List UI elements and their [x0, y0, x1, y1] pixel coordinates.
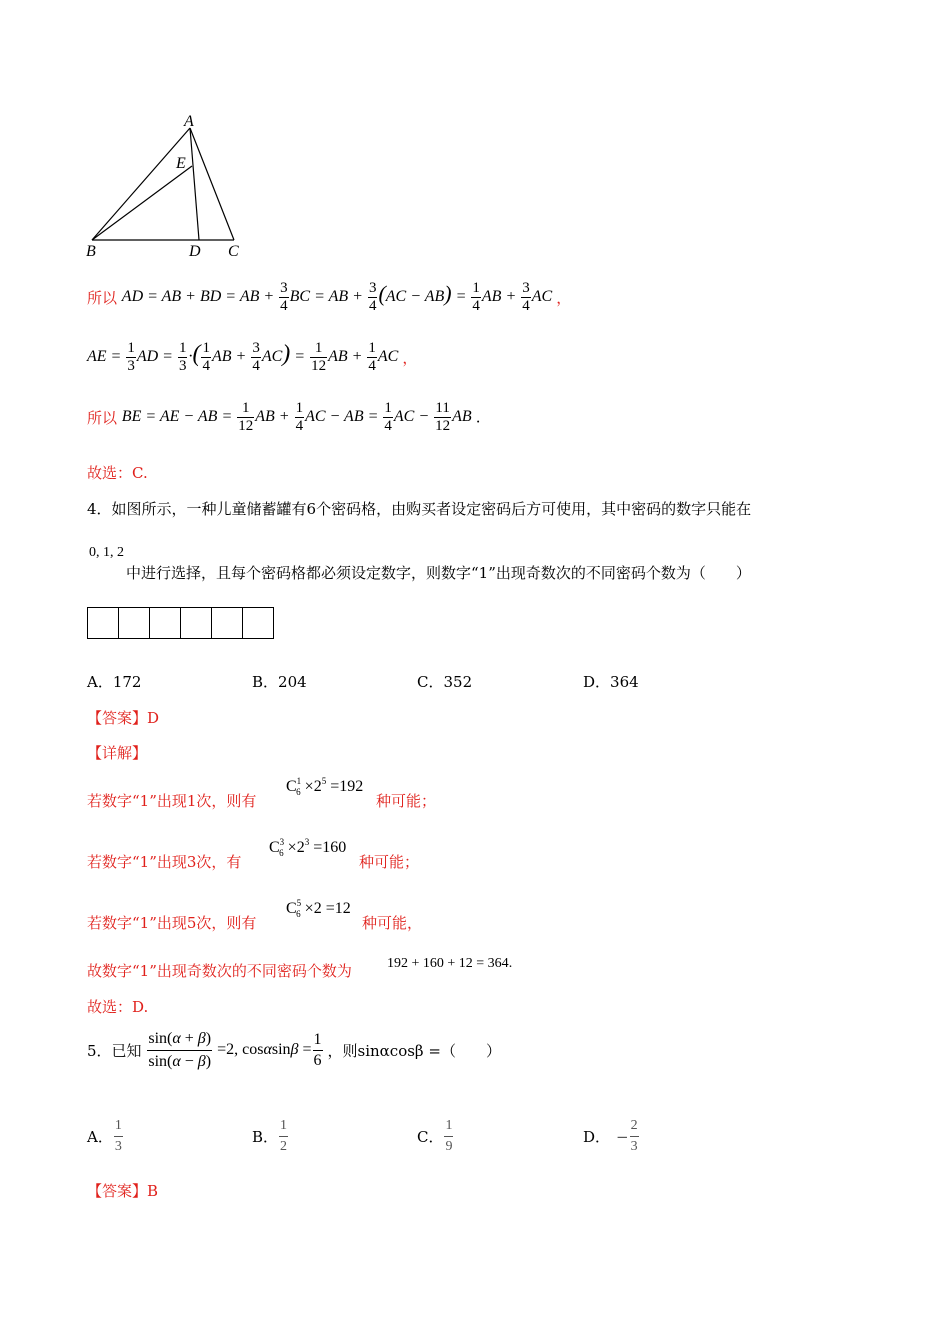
- vertex-label-c: C: [228, 243, 239, 260]
- solution3-conclusion: 故选：C.: [87, 464, 148, 482]
- question5-line: [87, 1028, 501, 1073]
- case2-formula: $C^3_6 \times 2^3 =160$: [269, 837, 347, 859]
- password-box: [180, 607, 212, 639]
- case2-suffix: 种可能；: [359, 853, 420, 871]
- question4-stem: 如图所示，一种儿童储蓄罐有6个密码格，由购买者设定密码后方可使用，其中密码的数字只能在: [111, 500, 752, 518]
- case3-text: 若数字“1”出现5次，则有: [87, 914, 257, 932]
- total-text: 故数字“1”出现奇数次的不同密码个数为: [87, 962, 352, 980]
- line3-prefix: 所以: [87, 409, 118, 427]
- line2-formula: AE = $\frac{1}{3}$ AD = $\frac{1}{3}$ ·( $\frac{1}{4}$ AB + $\frac{3}{4}$ AC) = $\frac{1}{12}$ AB + $\frac{1}{4}$ AC: [87, 340, 403, 374]
- password-box: [242, 607, 274, 639]
- question5-answer: 【答案】B: [87, 1182, 159, 1200]
- case3-suffix: 种可能，: [362, 914, 423, 932]
- case2-text: 若数字“1”出现3次，有: [87, 853, 242, 871]
- vertex-label-e: E: [176, 155, 186, 172]
- password-box: [118, 607, 150, 639]
- password-box: [149, 607, 181, 639]
- question4-option-c[interactable]: C．352: [417, 673, 473, 691]
- question5-option-c[interactable]: C． $\frac{1}{9}$: [417, 1118, 453, 1154]
- case3-formula: $C^5_6 \times 2 =12$: [286, 898, 351, 920]
- question4-conclusion: 故选：D.: [87, 998, 149, 1016]
- question4-text1: [87, 498, 751, 519]
- case1-text: 若数字“1”出现1次，则有: [87, 792, 257, 810]
- password-box: [211, 607, 243, 639]
- solution-line-3: 所以 BE = AE − AB = $\frac{1}{12}$ AB + $\frac{1}{4}$ AC − AB = $\frac{1}{4}$ AC − $\frac{11}{12}$ AB .: [87, 400, 481, 434]
- question4-detail-tag: 【详解】: [87, 744, 148, 762]
- password-box: [87, 607, 119, 639]
- case1-suffix: 种可能；: [376, 792, 437, 810]
- question5-formula: $\frac{\sin(\alpha + \beta)}{\sin(\alpha - \beta)}$ =2, cosαsinβ = $\frac{1}{6}$: [148, 1030, 322, 1070]
- question5-number: 5．: [87, 1042, 112, 1060]
- question5-suffix: ，则sinαcosβ =（ ）: [327, 1042, 501, 1060]
- question5-prefix: 已知: [111, 1042, 142, 1060]
- question4-digits: 0, 1, 2: [89, 545, 124, 560]
- question4-text2: 中进行选择，且每个密码格都必须设定数字，则数字“1”出现奇数次的不同密码个数为（ ）: [126, 564, 751, 582]
- line1-formula: AD = AB + BD = AB + $\frac{3}{4}$ BC = AB + $\frac{3}{4}$ (AC − AB) = $\frac{1}{4}$ AB + $\frac{3}{4}$ AC: [121, 280, 557, 314]
- solution-line-1: 所以 AD = AB + BD = AB + $\frac{3}{4}$ BC = AB + $\frac{3}{4}$ (AC − AB) = $\frac{1}{4}$ AB + $\frac{3}{4}$ AC ，: [87, 280, 572, 314]
- question4-option-b[interactable]: B．204: [252, 673, 307, 691]
- vertex-label-d: D: [189, 243, 201, 260]
- question5-option-b[interactable]: B． $\frac{1}{2}$: [252, 1118, 288, 1154]
- solution-line-2: AE = $\frac{1}{3}$ AD = $\frac{1}{3}$ ·( $\frac{1}{4}$ AB + $\frac{3}{4}$ AC) = $\frac{1}{12}$ AB + $\frac{1}{4}$ AC ，: [87, 340, 418, 374]
- question5-option-a[interactable]: A． $\frac{1}{3}$: [87, 1118, 122, 1154]
- vertex-label-b: B: [86, 243, 96, 260]
- question4-option-d[interactable]: D．364: [583, 673, 639, 691]
- case1-formula: $C^1_6 \times 2^5 =192$: [286, 776, 364, 798]
- password-boxes: [87, 607, 273, 639]
- triangle-figure: [80, 110, 260, 265]
- total-formula: 192 + 160 + 12 = 364.: [387, 956, 513, 971]
- line1-prefix: 所以: [87, 289, 118, 307]
- line3-formula: BE = AE − AB = $\frac{1}{12}$ AB + $\frac{1}{4}$ AC − AB = $\frac{1}{4}$ AC − $\frac{11}{12}$ AB: [121, 400, 476, 434]
- question4-number: 4．: [87, 500, 112, 518]
- question5-option-d[interactable]: D． − $\frac{2}{3}$: [583, 1118, 638, 1154]
- question4-option-a[interactable]: A．172: [87, 673, 142, 691]
- vertex-label-a: A: [184, 113, 194, 130]
- question4-answer: 【答案】D: [87, 709, 160, 727]
